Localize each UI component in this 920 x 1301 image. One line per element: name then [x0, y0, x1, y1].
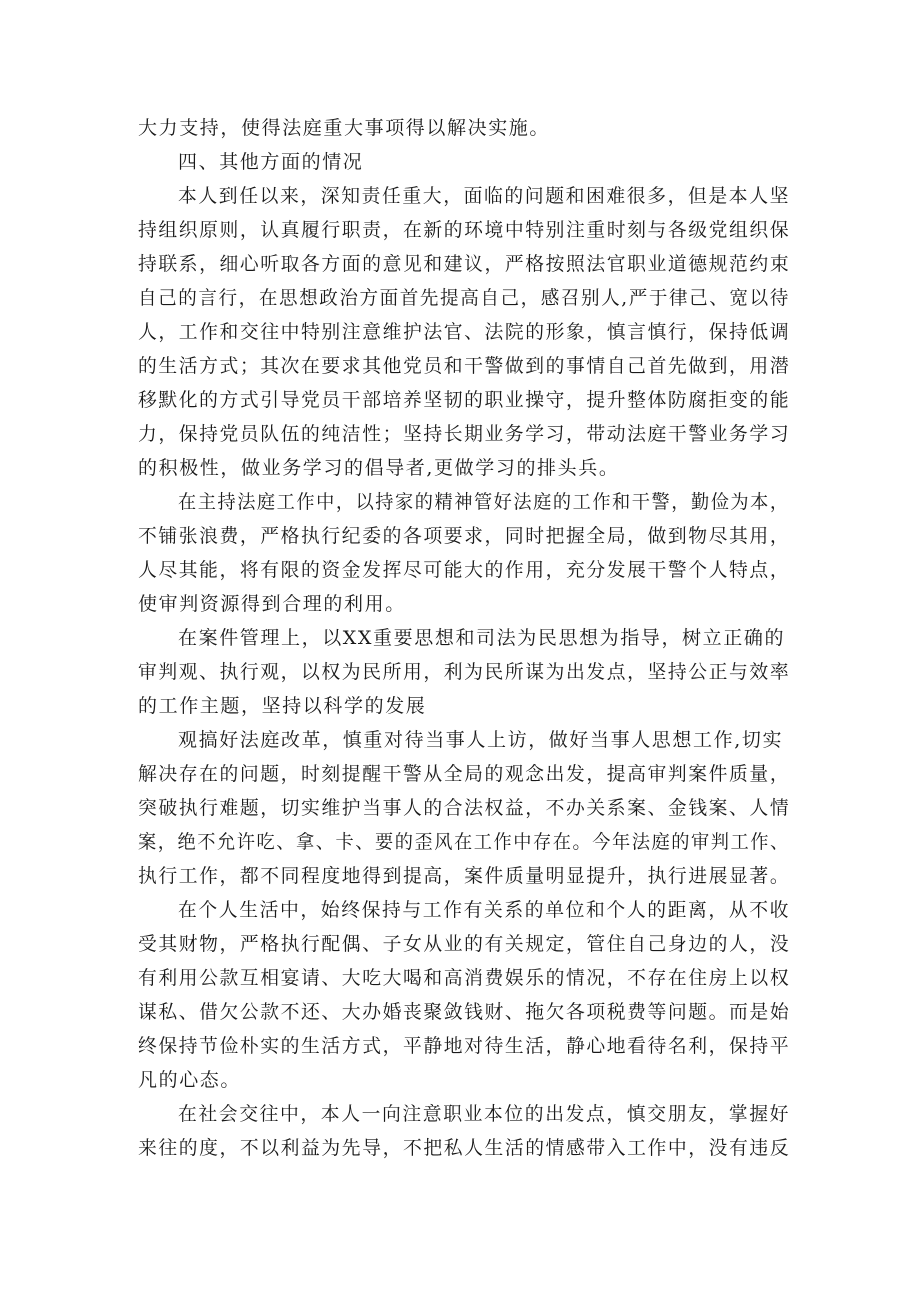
text-line: 凡的心态。: [138, 1069, 242, 1091]
text-line: 解决存在的问题，时刻提醒干警从全局的观念出发，提高审判案件质量，: [138, 763, 791, 785]
text-line: 终保持节俭朴实的生活方式，平静地对待生活，静心地看待名利，保持平: [138, 1035, 791, 1057]
text-line: 在主持法庭工作中，以持家的精神管好法庭的工作和干警，勤俭为本，: [178, 491, 790, 513]
text-line: 受其财物，严格执行配偶、子女从业的有关规定，管住自己身边的人，没: [138, 933, 791, 955]
text-line: 本人到任以来，深知责任重大，面临的问题和困难很多，但是本人坚: [178, 185, 791, 207]
text-line: 有利用公款互相宴请、大吃大喝和高消费娱乐的情况，不存在住房上以权: [138, 967, 791, 989]
text-line: 执行工作，都不同程度地得到提高，案件质量明显提升，执行进展显著。: [138, 865, 791, 887]
text-line: 的工作主题，坚持以科学的发展: [138, 695, 427, 717]
text-line: 使审判资源得到合理的利用。: [138, 593, 406, 615]
text-line: 审判观、执行观，以权为民所用，利为民所谋为出发点，坚持公正与效率: [138, 661, 791, 683]
text-line: 持组织原则，认真履行职责，在新的环境中特别注重时刻与各级党组织保: [138, 219, 791, 241]
text-line: 案，绝不允许吃、拿、卡、要的歪风在工作中存在。今年法庭的审判工作、: [138, 831, 790, 853]
text-line: 的积极性，做业务学习的倡导者,更做学习的排头兵。: [138, 457, 620, 479]
text-line: 不铺张浪费，严格执行纪委的各项要求，同时把握全局，做到物尽其用，: [138, 525, 791, 547]
text-line: 大力支持，使得法庭重大事项得以解决实施。: [138, 117, 551, 139]
text-line: 来往的度，不以利益为先导，不把私人生活的情感带入工作中，没有违反: [138, 1137, 791, 1159]
section-heading: 四、其他方面的情况: [178, 151, 364, 173]
text-line: 在案件管理上，以XX重要思想和司法为民思想为指导，树立正确的: [178, 627, 786, 649]
text-line: 在个人生活中，始终保持与工作有关系的单位和个人的距离，从不收: [178, 899, 791, 921]
text-line: 人，工作和交往中特别注意维护法官、法院的形象，慎言慎行，保持低调: [138, 321, 791, 343]
text-line: 人尽其能，将有限的资金发挥尽可能大的作用，充分发展干警个人特点，: [138, 559, 791, 581]
text-line: 持联系，细心听取各方面的意见和建议，严格按照法官职业道德规范约束: [138, 253, 791, 275]
text-line: 观搞好法庭改革，慎重对待当事人上访，做好当事人思想工作,切实: [178, 729, 784, 751]
text-line: 突破执行难题，切实维护当事人的合法权益，不办关系案、金钱案、人情: [138, 797, 791, 819]
text-line: 移默化的方式引导党员干部培养坚韧的职业操守，提升整体防腐拒变的能: [138, 389, 791, 411]
text-line: 在社会交往中，本人一向注意职业本位的出发点，慎交朋友，掌握好: [178, 1103, 791, 1125]
text-line: 谋私、借欠公款不还、大办婚丧聚敛钱财、拖欠各项税费等问题。而是始: [138, 1001, 791, 1023]
text-line: 自己的言行，在思想政治方面首先提高自己，感召别人,严于律己、宽以待: [138, 287, 790, 309]
text-line: 的生活方式；其次在要求其他党员和干警做到的事情自己首先做到，用潜: [138, 355, 791, 377]
text-line: 力，保持党员队伍的纯洁性；坚持长期业务学习，带动法庭干警业务学习: [138, 423, 791, 445]
